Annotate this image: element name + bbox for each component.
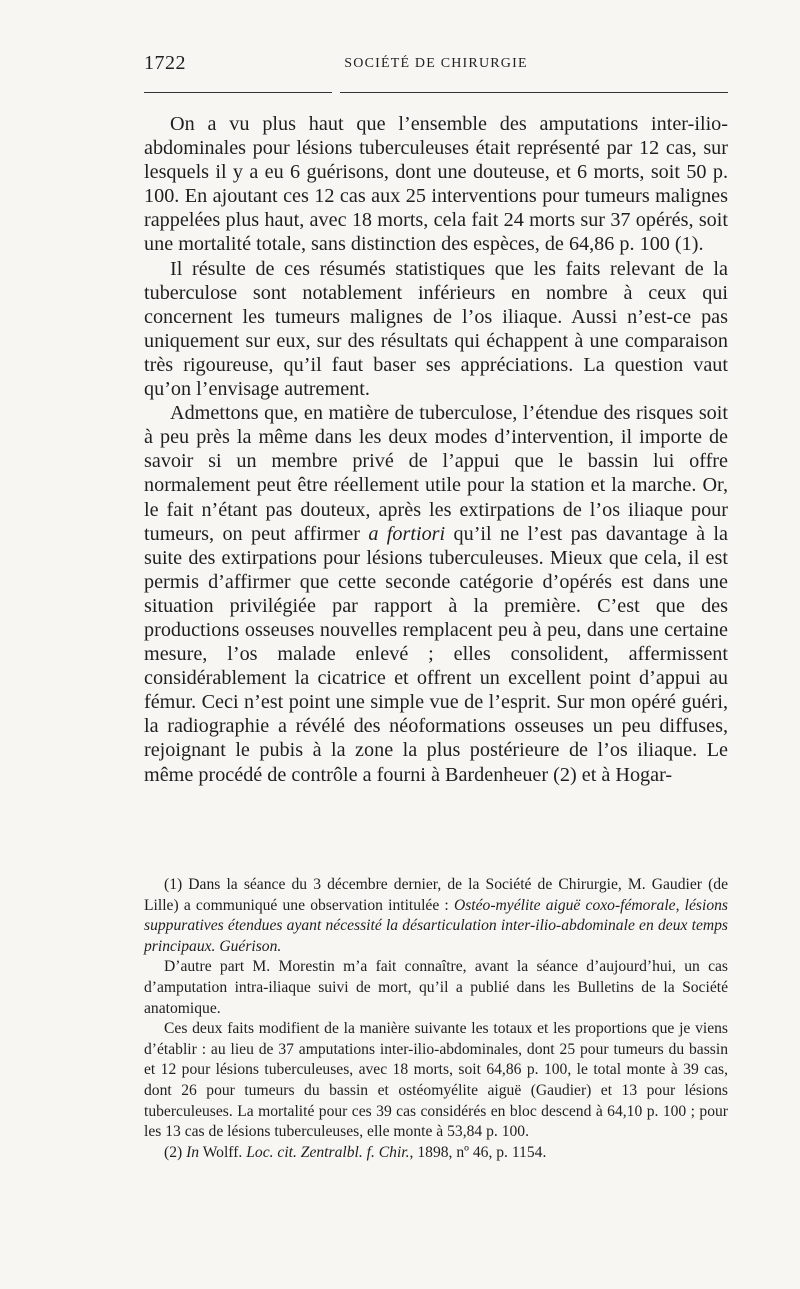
footnote-2-in: In — [186, 1143, 200, 1161]
footnote-2-number: (2) — [164, 1143, 187, 1161]
footnote-1-paragraph-3: Ces deux faits modifient de la manière suivante les totaux et les proportions que je viens d’établir : au lieu de 37 amputations inter-ilio-abdominales, dont 25 pour tumeurs du bassin et 12 pour lésions tuberculeuses, avec 18 morts, soit 64,86 p. 100, le total monte à 39 cas, dont 26 pour tumeurs du bassin et ostéomyélite aiguë (Gaudier) et 13 pour lésions tuberculeuses. La mortalité pour ces 39 cas considérés en bloc descend à 64,10 p. 100 ; pour les 13 cas de lésions tuberculeuses, elle monte à 53,84 p. 100. — [144, 1020, 728, 1141]
paragraph-2: Il résulte de ces résumés statistiques que les faits relevant de la tuberculose sont notablement inférieurs en nombre à ceux qui concernent les tumeurs malignes de l’os iliaque. Aussi n’est-ce pas uniquement sur eux, sur des résultats qui échappent à une comparaison très rigoureuse, qu’il faut baser ses appréciations. La question vaut qu’on l’envisage autrement. — [144, 257, 728, 401]
main-text — [144, 112, 728, 787]
paragraph-3-italic: a fortiori — [368, 522, 446, 545]
footnote-2-ref: , 1898, nº 46, p. 1154. — [409, 1143, 547, 1161]
page-header — [144, 52, 728, 82]
paragraph-3-part-a: Admettons que, en matière de tuberculose, l’étendue des risques soit à peu près la même dans les deux modes d’intervention, il importe de savoir si un membre privé de l’appui que le bassin lui offre normalement peut être réellement utile pour la station et la marche. Or, le fait n’étant pas douteux, après les extirpations de l’os iliaque pour tumeurs, on peut affirmer — [144, 402, 728, 545]
paragraph-3-part-b: qu’il ne l’est pas davantage à la suite des extirpations pour lésions tuberculeuses. Mieux que cela, il est permis d’affirmer que cette seconde catégorie d’opérés est dans une situation privilégiée par rapport à la première. C’est que des productions osseuses nouvelles remplacent peu à peu, dans une certaine mesure, l’os malade enlevé ; elles consolident, affermissent considérablement la cicatrice et offrent un excellent point d’appui au fémur. Ceci n’est point une simple vue de l’esprit. Sur mon opéré guéri, la radiographie a révélé des néoformations osseuses un peu diffuses, rejoignant le pubis à la zone la plus postérieure de l’os iliaque. Le même procédé de contrôle a fourni à Bardenheuer (2) et à Hogar- — [144, 522, 728, 786]
header-rule-left — [144, 92, 332, 93]
footnote-2 — [144, 1143, 728, 1164]
running-title: SOCIÉTÉ DE CHIRURGIE — [344, 56, 528, 71]
footnote-1 — [144, 875, 728, 957]
header-rule-right — [340, 92, 728, 93]
paragraph-3 — [144, 401, 728, 787]
footnote-2-source: Loc. cit. Zentralbl. f. Chir. — [246, 1143, 410, 1161]
page-number: 1722 — [144, 52, 186, 74]
footnotes — [144, 875, 728, 1163]
footnote-1-title: Ostéo-myélite aiguë coxo-fémorale, lésions suppuratives étendues ayant nécessité la désarticulation inter-ilio-abdominale en deux temps principaux. Guérison. — [144, 896, 728, 955]
footnote-2-author: Wolff. — [199, 1143, 247, 1161]
footnote-1-paragraph-2: D’autre part M. Morestin m’a fait connaître, avant la séance d’aujourd’hui, un cas d’amputation intra-iliaque suivi de mort, qu’il a publié dans les Bulletins de la Société anatomique. — [144, 958, 728, 1017]
paragraph-1: On a vu plus haut que l’ensemble des amputations inter-ilio-abdominales pour lésions tuberculeuses était représenté par 12 cas, sur lesquels il y a eu 6 guérisons, dont une douteuse, et 6 morts, soit 50 p. 100. En ajoutant ces 12 cas aux 25 interventions pour tumeurs malignes rappelées plus haut, avec 18 morts, cela fait 24 morts sur 37 opérés, soit une mortalité totale, sans distinction des espèces, de 64,86 p. 100 (1). — [144, 113, 728, 256]
footnote-1-text: (1) Dans la séance du 3 décembre dernier, de la Société de Chirurgie, M. Gaudier (de Lille) a communiqué une observation intitulée : — [144, 876, 728, 914]
